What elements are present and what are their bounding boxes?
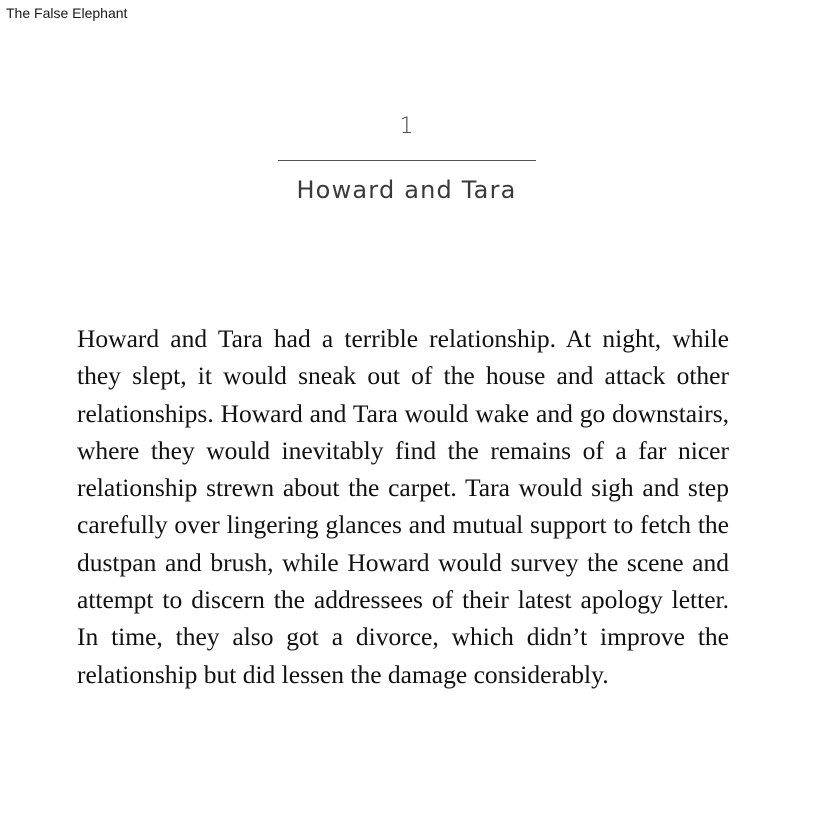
chapter-body-paragraph: Howard and Tara had a terrible relationship. At night, while they slept, it would sneak out of the house and attack other relationships. Howard and Tara would wake and go downstairs, where they would inevitably find the remains of a far nicer relationship strewn about the carpet. Tara would sigh and step carefully over lingering glances and mutual support to fetch the dustpan and brush, while Howard would survey the scene and attempt to discern the addressees of their latest apology letter. In time, they also got a divorce, which didn’t improve the relationship but did lessen the damage considerably. <box>77 324 729 689</box>
chapter-title: Howard and Tara <box>296 176 517 204</box>
chapter-divider <box>278 160 536 161</box>
window-title: The False Elephant <box>6 5 128 21</box>
chapter-number: 1 <box>399 114 414 139</box>
chapter-header <box>0 112 813 205</box>
